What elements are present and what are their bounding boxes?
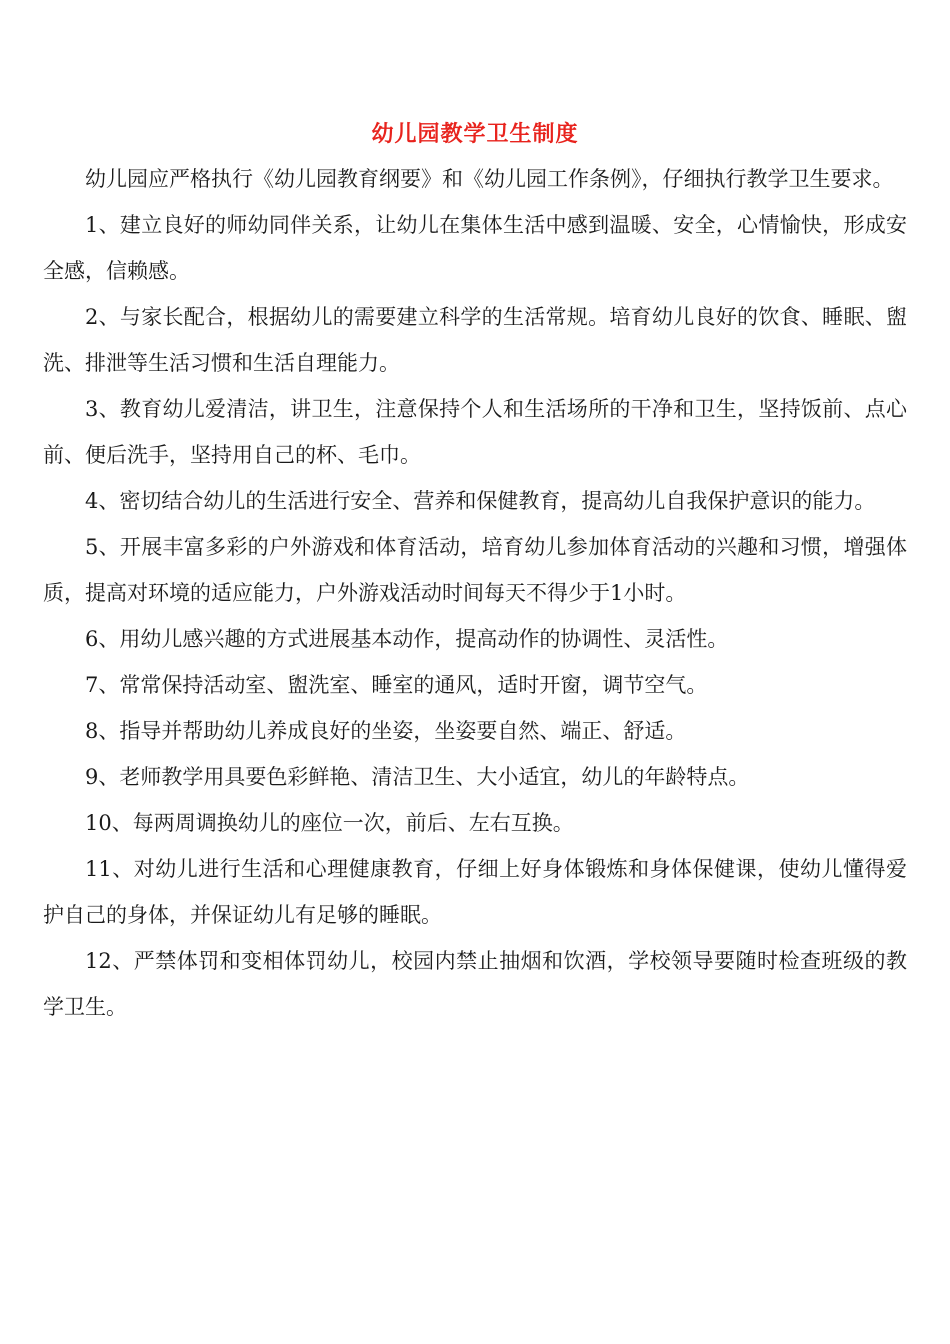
rule-item-6: 6、用幼儿感兴趣的方式进展基本动作，提高动作的协调性、灵活性。: [85, 627, 729, 651]
rule-item-10: 10、每两周调换幼儿的座位一次，前后、左右互换。: [85, 811, 574, 835]
rule-item-5: 5、开展丰富多彩的户外游戏和体育活动，培育幼儿参加体育活动的兴趣和习惯，增强体质，提高对环境的适应能力，户外游戏活动时间每天不得少于1小时。: [43, 535, 907, 605]
intro-paragraph: 幼儿园应严格执行《幼儿园教育纲要》和《幼儿园工作条例》，仔细执行教学卫生要求。: [85, 167, 894, 191]
rule-item-8: 8、指导并帮助幼儿养成良好的坐姿，坐姿要自然、端正、舒适。: [85, 719, 687, 743]
rule-item-4: 4、密切结合幼儿的生活进行安全、营养和保健教育，提高幼儿自我保护意识的能力。: [85, 489, 876, 513]
rule-item-12: 12、严禁体罚和变相体罚幼儿，校园内禁止抽烟和饮酒，学校领导要随时检查班级的教学卫生。: [43, 949, 907, 1019]
rule-item-11: 11、对幼儿进行生活和心理健康教育，仔细上好身体锻炼和身体保健课，使幼儿懂得爱护自己的身体，并保证幼儿有足够的睡眠。: [43, 857, 907, 927]
document-page: [43, 112, 907, 1030]
document-title: 幼儿园教学卫生制度: [371, 121, 579, 147]
rule-item-7: 7、常常保持活动室、盥洗室、睡室的通风，适时开窗，调节空气。: [85, 673, 708, 697]
rule-item-9: 9、老师教学用具要色彩鲜艳、清洁卫生、大小适宜，幼儿的年龄特点。: [85, 765, 750, 789]
rule-item-1: 1、建立良好的师幼同伴关系，让幼儿在集体生活中感到温暖、安全，心情愉快，形成安全感，信赖感。: [43, 213, 907, 283]
rule-item-2: 2、与家长配合，根据幼儿的需要建立科学的生活常规。培育幼儿良好的饮食、睡眠、盥洗、排泄等生活习惯和生活自理能力。: [43, 305, 907, 375]
rule-item-3: 3、教育幼儿爱清洁，讲卫生，注意保持个人和生活场所的干净和卫生，坚持饭前、点心前、便后洗手，坚持用自己的杯、毛巾。: [43, 397, 907, 467]
